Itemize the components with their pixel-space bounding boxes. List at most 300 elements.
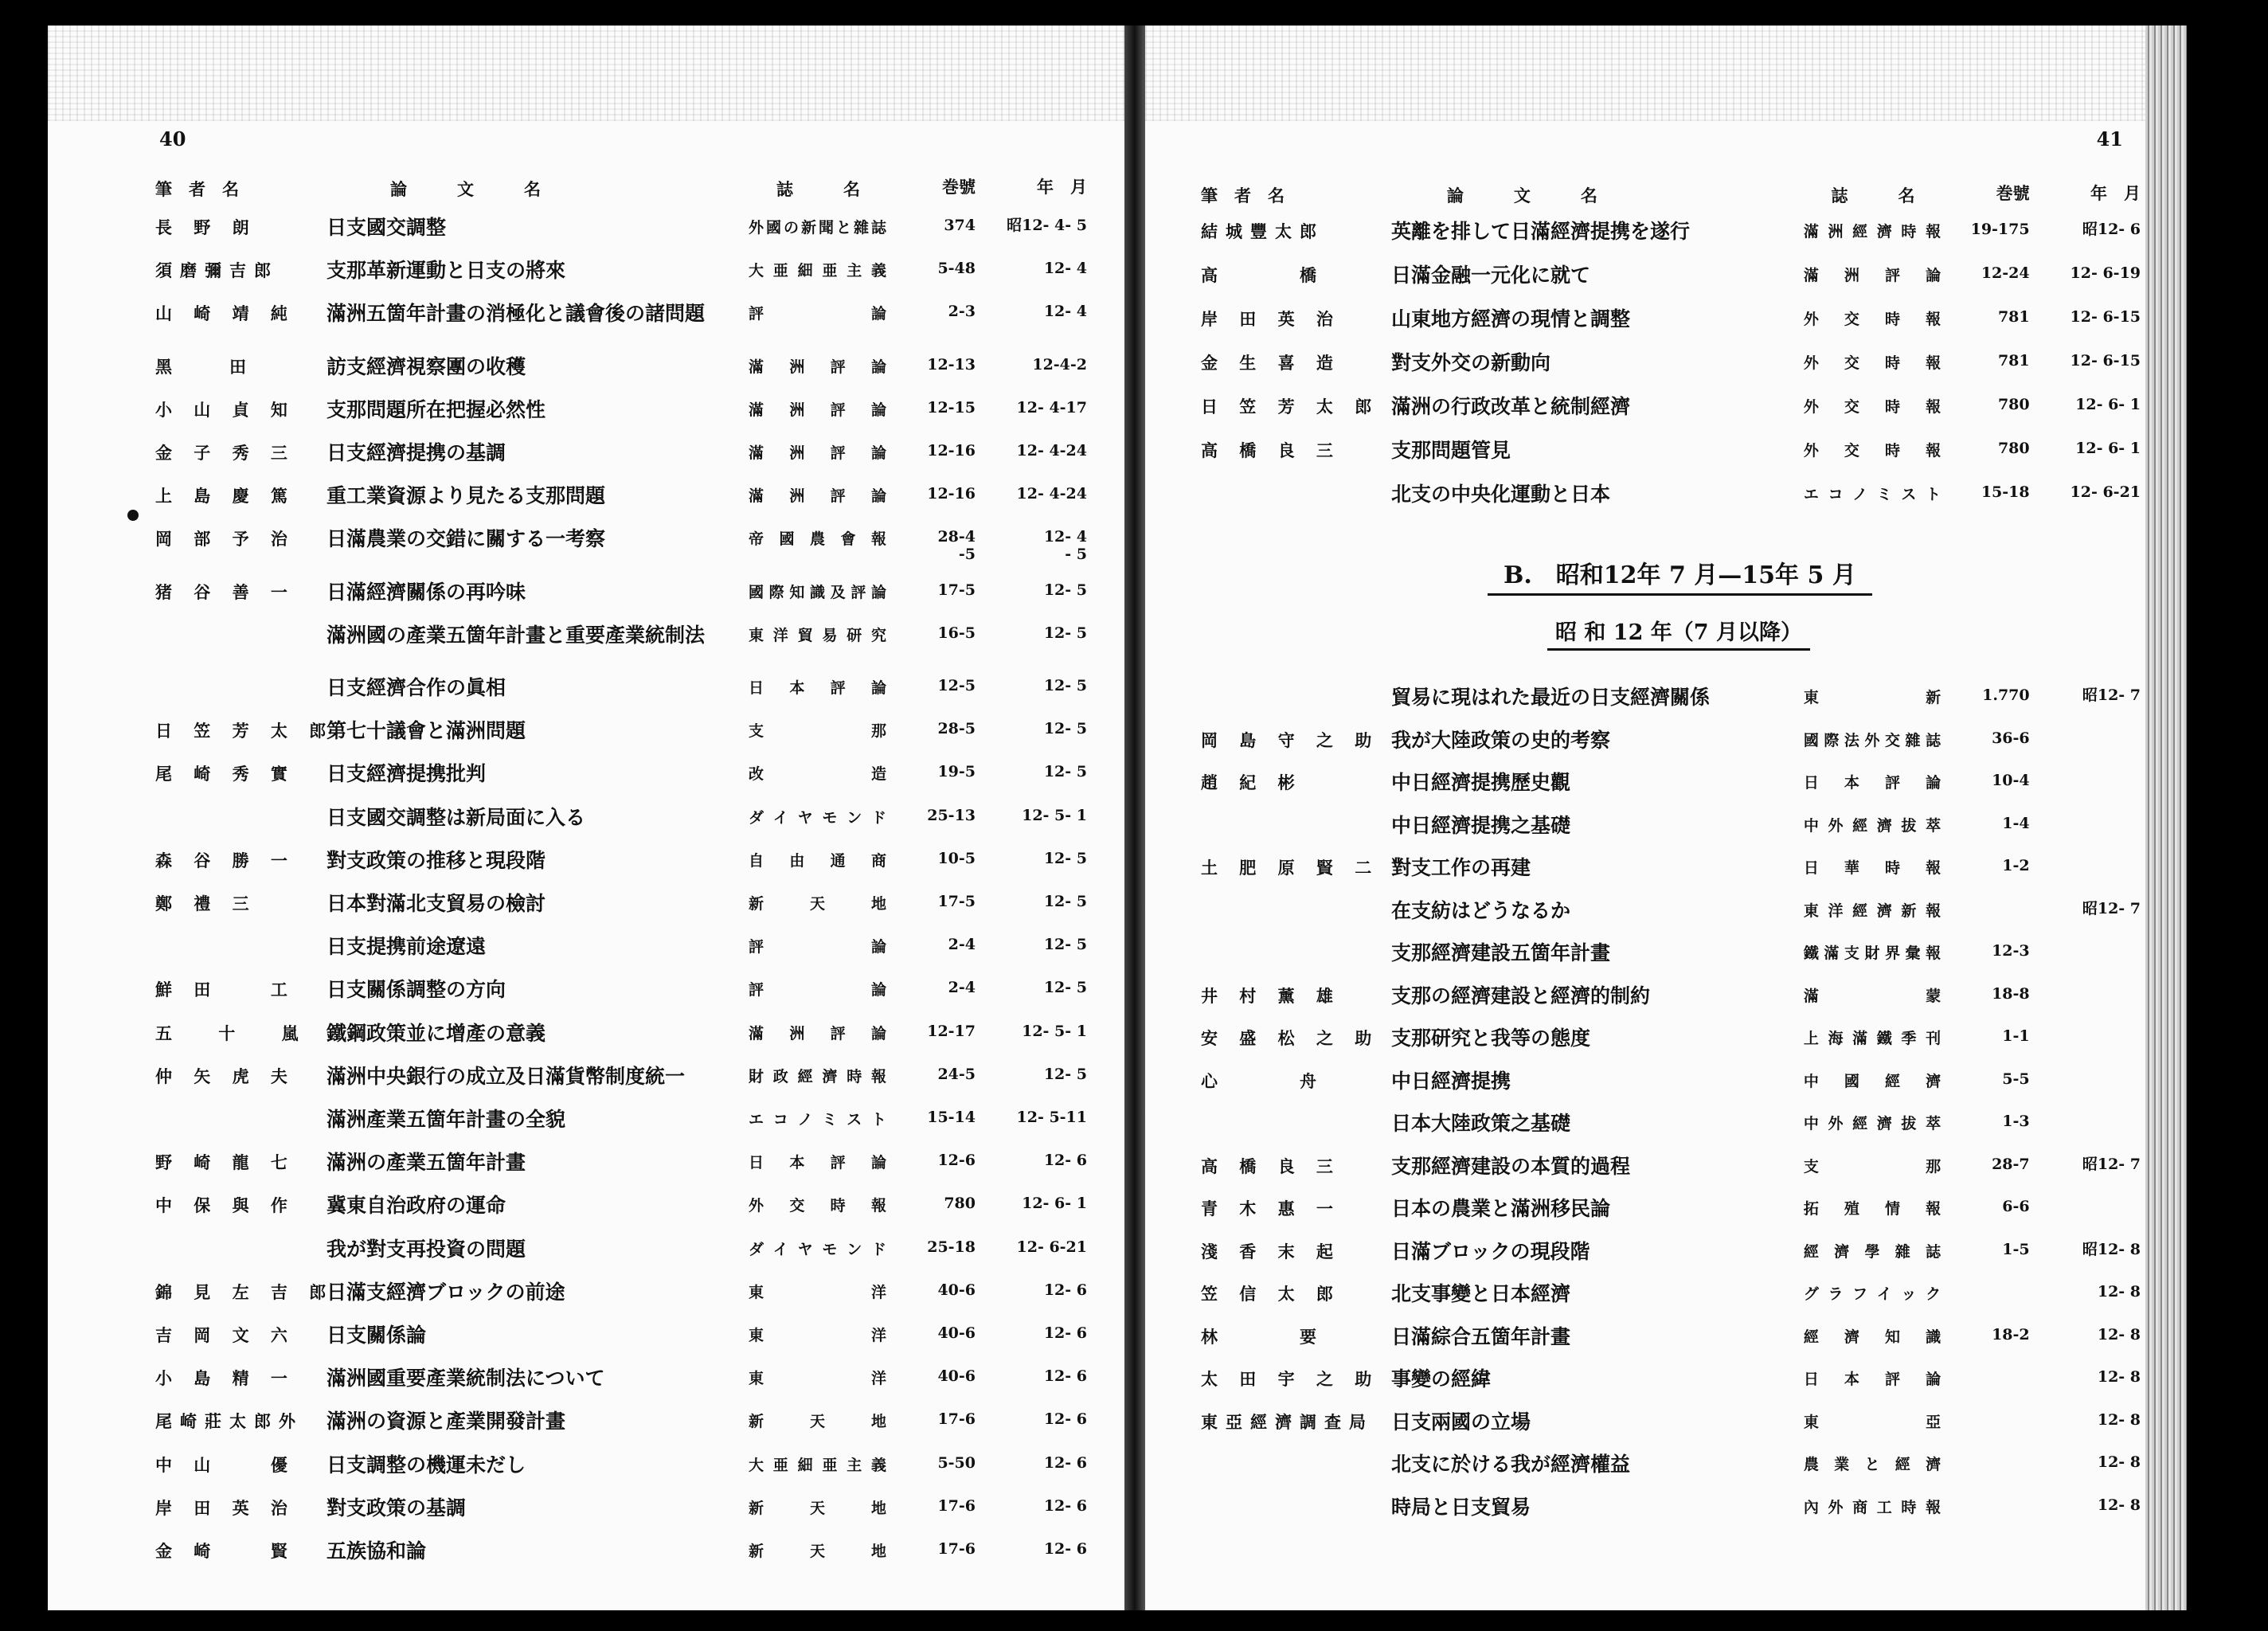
cell-author: 岸 田 英 治 (155, 1497, 295, 1518)
cell-magazine: 日 華 時 報 (1803, 859, 1943, 877)
header-title: 論 文 名 (1446, 186, 1597, 205)
table-row (155, 624, 1103, 647)
cell-author: 金 生 喜 造 (1201, 353, 1341, 373)
table-row (155, 1152, 1103, 1174)
cell-magazine: 上海滿鐵季刊 (1803, 1030, 1943, 1047)
cell-date: 12- 6 (1043, 1367, 1087, 1386)
cell-author: 小 島 精 一 (155, 1368, 295, 1389)
cell-title: 滿洲中央銀行の成立及日滿貨幣制度統一 (327, 1064, 686, 1088)
table-row (155, 763, 1103, 785)
cell-magazine: 經 濟 知 識 (1803, 1328, 1943, 1346)
cell-title: 滿洲產業五箇年計畫の全貌 (327, 1108, 566, 1131)
cell-magazine: エ コ ノ ミ ス ト (749, 1111, 888, 1128)
table-row (155, 979, 1103, 1001)
cell-date: 12- 5-11 (1016, 1109, 1087, 1126)
cell-date: 12-4-2 (1032, 355, 1087, 374)
cell-magazine: 外國の新聞と雜誌 (749, 219, 888, 237)
cell-title: 日支經濟提携の基調 (327, 441, 506, 464)
cell-magazine: 日 本 評 論 (749, 1154, 888, 1172)
cell-magazine: ダ イ ヤ モ ン ド (749, 1240, 888, 1258)
table-row (155, 260, 1103, 282)
table-row (155, 1454, 1103, 1477)
cell-volume: 1-1 (2002, 1027, 2030, 1045)
cell-magazine: 日 本 評 論 (749, 679, 888, 697)
cell-author: 猪 谷 善 一 (155, 581, 295, 602)
table-row (155, 1109, 1103, 1131)
cell-volume: 374 (944, 217, 976, 234)
table-row (1201, 264, 2141, 287)
table-row (1201, 857, 2141, 879)
cell-date: 12- 6- 1 (2075, 396, 2141, 413)
table-row (155, 1324, 1103, 1347)
cell-volume: 781 (1997, 308, 2030, 326)
cell-magazine: 滿 洲 評 論 (749, 487, 888, 506)
cell-date: 12- 6 (1043, 1324, 1087, 1342)
cell-magazine: 支 那 (1803, 1157, 1943, 1175)
cell-title: 重工業資源より見たる支那問題 (327, 484, 606, 508)
cell-author: 尾崎莊太郎外 (155, 1411, 303, 1432)
cell-volume: 1-2 (2002, 857, 2030, 874)
cell-magazine: 東 洋 (749, 1327, 888, 1344)
table-row (1201, 396, 2141, 418)
cell-magazine: 評 論 (749, 938, 888, 956)
table-row (155, 1281, 1103, 1304)
cell-title: 日支經濟提携批判 (327, 762, 487, 786)
cell-date: 12- 5- 1 (1022, 806, 1087, 824)
table-row (155, 217, 1103, 239)
page-number-right: 41 (2096, 127, 2123, 151)
table-row (155, 893, 1103, 915)
header-magazine: 誌 名 (1831, 186, 1915, 205)
table-row (1201, 1027, 2141, 1050)
cell-date: 12- 6 (1043, 1410, 1087, 1429)
cell-author: 五 十 嵐 (155, 1023, 307, 1043)
cell-title: 第七十議會と滿洲問題 (327, 719, 526, 743)
cell-title: 對支政策の推移と現段階 (327, 848, 546, 872)
cell-title: 滿洲五箇年計畫の消極化と議會後の諸問題 (327, 302, 706, 326)
cell-author: 日 笠 芳 太 郎 (1201, 397, 1380, 417)
cell-volume: 25-18 (927, 1238, 976, 1256)
cell-title: 山東地方經濟の現情と調整 (1390, 307, 1630, 331)
cell-volume: 18-2 (1992, 1325, 2030, 1344)
cell-volume: 1-5 (2002, 1240, 2030, 1258)
cell-date: 12- 5- 1 (1022, 1022, 1087, 1040)
cell-date: 12- 4-24 (1016, 485, 1087, 503)
table-row (1201, 942, 2141, 964)
cell-title: 滿洲國の產業五箇年計畫と重要產業統制法 (327, 623, 706, 647)
cell-magazine: 外 交 時 報 (1803, 442, 1943, 460)
cell-volume: 28-7 (1992, 1155, 2030, 1173)
cell-date: 昭12- 7 (2082, 899, 2141, 917)
cell-author: 岸 田 英 治 (1201, 309, 1341, 329)
cell-magazine: 財 政 經 濟 時 報 (749, 1067, 888, 1085)
table-row (1201, 729, 2141, 752)
table-row (155, 528, 1103, 563)
cell-magazine: 滿 洲 評 論 (749, 401, 888, 419)
cell-date: 12- 5 (1043, 624, 1087, 642)
cell-title: 日滿農業の交錯に關する一考察 (327, 527, 606, 551)
cell-magazine: 評 論 (749, 981, 888, 999)
cell-volume: 780 (944, 1195, 976, 1213)
cell-title: 支那の經濟建設と經濟的制約 (1390, 984, 1650, 1007)
cell-title: 訪支經濟視察團の收穫 (327, 354, 526, 378)
cell-title: 日支兩國の立場 (1390, 1410, 1531, 1433)
cell-author: 井 村 薰 雄 (1201, 985, 1341, 1006)
header-date: 年 月 (2090, 183, 2141, 203)
cell-volume: 12-24 (1981, 264, 2030, 282)
cell-magazine: 滿 洲 經 濟 時 報 (1803, 223, 1943, 241)
cell-volume: 10-5 (937, 849, 976, 867)
cell-title: 對支工作の再建 (1390, 856, 1531, 879)
cell-date: 12- 6-15 (2070, 352, 2141, 370)
cell-date: 12- 6 (1043, 1496, 1087, 1515)
cell-title: 日本對滿北支貿易の檢討 (327, 892, 546, 915)
cell-author: 岡 部 予 治 (155, 529, 295, 550)
cell-author: 金 子 秀 三 (155, 443, 295, 463)
cell-magazine: 自 由 通 商 (749, 851, 888, 870)
cell-date: 12- 4-17 (1016, 398, 1087, 417)
cell-volume: 5-5 (2002, 1070, 2030, 1088)
cell-magazine: 外 交 時 報 (749, 1197, 888, 1215)
cell-title: 日滿綜合五箇年計畫 (1390, 1324, 1570, 1348)
cell-date: 12- 5 (1043, 763, 1087, 781)
table-row (1201, 686, 2141, 709)
cell-author: 土 肥 原 賢 二 (1201, 858, 1380, 878)
cell-volume: 17-5 (937, 893, 976, 910)
cell-magazine: 改 造 (749, 765, 888, 784)
cell-date: 12- 5 (1043, 936, 1087, 954)
cell-volume: 40-6 (937, 1281, 976, 1299)
header-date: 年 月 (1037, 177, 1087, 197)
cell-author: 中 山 優 (155, 1454, 295, 1475)
table-row (1201, 1283, 2141, 1305)
cell-author: 中 保 與 作 (155, 1195, 295, 1216)
cell-magazine: 外 交 時 報 (1803, 354, 1943, 372)
cell-author: 小 山 貞 知 (155, 399, 295, 420)
page-edge-stack (2145, 25, 2187, 1610)
cell-date: 12- 5 (1043, 677, 1087, 694)
cell-title: 我が大陸政策の史的考察 (1390, 728, 1610, 752)
cell-title: 北支事變と日本經濟 (1390, 1282, 1570, 1305)
cell-author: 長 野 朗 (155, 217, 257, 237)
cell-title: 日滿金融一元化に就て (1390, 264, 1590, 287)
cell-magazine: 東 洋 (749, 1283, 888, 1301)
table-row (1201, 1496, 2141, 1519)
cell-author: 野 崎 龍 七 (155, 1152, 295, 1173)
cell-author: 鮮 田 工 (155, 980, 295, 1000)
page-number-left: 40 (159, 127, 186, 151)
cell-date: 昭12- 6 (2082, 221, 2141, 238)
table-row (1201, 308, 2141, 331)
cell-volume: 18-8 (1992, 984, 2030, 1003)
cell-title: 五族協和論 (327, 1539, 427, 1563)
cell-volume: 12-16 (927, 442, 976, 460)
cell-volume: 15-18 (1981, 483, 2030, 501)
header-author: 筆 者 名 (155, 179, 239, 199)
cell-volume: 17-6 (937, 1410, 976, 1429)
cell-magazine: 日 本 評 論 (1803, 1371, 1943, 1388)
cell-author: 日 笠 芳 太 郎 (155, 721, 334, 741)
cell-volume: 12-5 (937, 677, 976, 694)
section-subheading-year: 昭 和 12 年（7 月以降） (1547, 615, 1810, 651)
table-row (1201, 1156, 2141, 1178)
cell-date: 12- 8 (2097, 1496, 2141, 1514)
header-volume: 巻號 (942, 177, 976, 197)
table-row (155, 1195, 1103, 1217)
cell-title: 事變の經緯 (1390, 1367, 1491, 1390)
cell-date: 昭12- 7 (2082, 1155, 2141, 1173)
cell-volume: 17-6 (937, 1540, 976, 1558)
table-row (155, 807, 1103, 829)
cell-author: 東亞經濟調查局 (1201, 1411, 1374, 1432)
cell-title: 日滿支經濟ブロックの前途 (327, 1280, 565, 1304)
table-row (155, 1023, 1103, 1045)
cell-title: 日支提携前途遼遠 (327, 935, 487, 959)
cell-author: 吉 岡 文 六 (155, 1325, 295, 1345)
cell-date: 12- 8 (2097, 1283, 2141, 1300)
table-row (1201, 1411, 2141, 1433)
cell-date: 12- 8 (2097, 1368, 2141, 1386)
cell-magazine: 滿 洲 評 論 (749, 1024, 888, 1042)
cell-author: 安 盛 松 之 助 (1201, 1028, 1380, 1048)
cell-title: 日支調整の機運未だし (327, 1453, 526, 1477)
cell-date: 12- 4 - 5 (1043, 528, 1087, 564)
cell-author: 趙 紀 彬 (1201, 772, 1303, 792)
table-row (155, 581, 1103, 604)
cell-volume: 17-5 (937, 581, 976, 599)
cell-date: 12- 5 (1043, 979, 1087, 997)
scan-noise (48, 25, 1124, 121)
cell-title: 英離を排して日滿經濟提携を遂行 (1390, 220, 1690, 243)
cell-title: 日本大陸政策之基礎 (1390, 1112, 1570, 1135)
table-row (155, 720, 1103, 742)
section-heading-b: B. 昭和12年 7 月—15年 5 月 (1488, 555, 1872, 596)
right-page (1145, 25, 2163, 1610)
cell-author: 須磨彌吉郎 (155, 260, 279, 281)
table-row (1201, 352, 2141, 374)
cell-magazine: 支 那 (749, 722, 888, 741)
table-row (1201, 900, 2141, 922)
table-row (1201, 440, 2141, 462)
cell-volume: 1-4 (2002, 814, 2030, 832)
cell-title: 日支國交調整は新局面に入る (327, 805, 586, 829)
cell-date: 12- 4 (1043, 303, 1087, 321)
table-row (155, 442, 1103, 464)
cell-author: 鄭 禮 三 (155, 894, 257, 913)
cell-author: 結城豐太郎 (1201, 221, 1324, 241)
table-row (155, 1410, 1103, 1433)
cell-volume: 12-17 (927, 1022, 976, 1040)
header-volume: 巻號 (1996, 183, 2030, 203)
cell-title: 支那問題管見 (1390, 439, 1511, 462)
cell-volume: 10-4 (1992, 772, 2030, 789)
cell-date: 12- 6 (1043, 1281, 1087, 1299)
cell-title: 貿易に現はれた最近の日支經濟關係 (1390, 686, 1710, 709)
cell-author: 尾 崎 秀 實 (155, 764, 295, 784)
cell-date: 12- 4 (1043, 260, 1087, 278)
cell-volume: 12-6 (937, 1152, 976, 1170)
cell-volume: 2-4 (948, 979, 976, 997)
cell-magazine: 國際知識及評論 (749, 583, 888, 601)
table-row (155, 485, 1103, 507)
cell-author: 淺 香 末 起 (1201, 1241, 1341, 1261)
cell-author: 高 橋 (1201, 265, 1324, 285)
cell-volume: 17-6 (937, 1496, 976, 1515)
cell-title: 對支外交の新動向 (1390, 351, 1550, 374)
cell-date: 昭12- 8 (2082, 1240, 2141, 1258)
cell-date: 12- 5 (1043, 720, 1087, 738)
cell-title: 日本の農業と滿洲移民論 (1390, 1197, 1610, 1220)
cell-magazine: グ ラ フ イ ッ ク (1803, 1285, 1943, 1303)
table-row (1201, 1326, 2141, 1348)
cell-volume: 6-6 (2002, 1198, 2030, 1215)
cell-magazine: 中 國 經 濟 (1803, 1072, 1943, 1090)
table-row (1201, 483, 2141, 506)
header-title: 論 文 名 (390, 179, 541, 199)
cell-magazine: 評 論 (749, 305, 888, 323)
cell-magazine: ダ イ ヤ モ ン ド (749, 808, 888, 827)
cell-magazine: 新 天 地 (749, 1413, 888, 1431)
table-row (1201, 985, 2141, 1007)
cell-volume: 780 (1997, 440, 2030, 457)
cell-author: 岡 島 守 之 助 (1201, 729, 1380, 750)
scan-noise (1145, 25, 2163, 121)
cell-magazine: 中 外 經 濟 拔 萃 (1803, 816, 1943, 835)
cell-volume: 5-50 (937, 1453, 976, 1472)
table-row (1201, 772, 2141, 794)
cell-magazine: 國際法外交雜誌 (1803, 731, 1943, 749)
cell-author: 心 舟 (1201, 1070, 1324, 1091)
table-row (1201, 1198, 2141, 1220)
cell-title: 時局と日支貿易 (1390, 1495, 1531, 1519)
table-row (1201, 221, 2141, 243)
cell-magazine: 鐵滿支財界彙報 (1803, 945, 1943, 962)
cell-magazine: 東 洋 貿 易 研 究 (749, 626, 888, 644)
cell-volume: 2-3 (948, 303, 976, 321)
cell-magazine: 東洋經濟新報 (1803, 902, 1943, 920)
table-row (155, 1066, 1103, 1088)
cell-magazine: 中 外 經 濟 拔 萃 (1803, 1115, 1943, 1132)
cell-date: 12- 5 (1043, 893, 1087, 910)
cell-date: 12- 6- 1 (1022, 1195, 1087, 1213)
cell-magazine: 新 天 地 (749, 1499, 888, 1517)
cell-author: 笠 信 太 郎 (1201, 1284, 1341, 1304)
cell-magazine: 日 本 評 論 (1803, 774, 1943, 792)
cell-title: 日支關係調整の方向 (327, 978, 506, 1002)
cell-volume: 36-6 (1992, 729, 2030, 747)
cell-volume: 16-5 (937, 624, 976, 642)
cell-author: 青 木 惠 一 (1201, 1199, 1341, 1218)
table-row (155, 850, 1103, 872)
cell-title: 支那經濟建設五箇年計畫 (1390, 941, 1610, 964)
cell-magazine: 滿 洲 評 論 (749, 444, 888, 462)
cell-author: 林 要 (1201, 1326, 1324, 1347)
cell-volume: 28-5 (937, 720, 976, 738)
cell-date: 12- 8 (2097, 1453, 2141, 1471)
cell-author: 森 谷 勝 一 (155, 850, 295, 870)
cell-volume: 1.770 (1982, 686, 2030, 704)
table-row (155, 399, 1103, 421)
book-gutter (1124, 25, 1145, 1610)
cell-date: 昭12- 7 (2082, 686, 2141, 704)
cell-date: 12- 6-21 (1016, 1238, 1087, 1256)
cell-volume: 24-5 (937, 1065, 976, 1083)
cell-magazine: 新 天 地 (749, 1543, 888, 1560)
cell-title: 滿洲の資源と產業開發計畫 (327, 1410, 566, 1433)
cell-title: 在支紡はどうなるか (1390, 898, 1570, 922)
table-row (155, 1497, 1103, 1520)
cell-volume: 40-6 (937, 1324, 976, 1342)
cell-date: 12- 4-24 (1016, 442, 1087, 460)
cell-magazine: エ コ ノ ミ ス ト (1803, 486, 1943, 503)
cell-date: 12- 6- 1 (2075, 440, 2141, 457)
table-header-right (1201, 185, 2141, 207)
table-row (155, 1540, 1103, 1563)
cell-magazine: 滿 洲 評 論 (749, 358, 888, 376)
cell-magazine: 大亜細亜主義 (749, 262, 888, 280)
cell-volume: 12-15 (927, 398, 976, 417)
cell-title: 我が對支再投資の問題 (327, 1237, 526, 1261)
cell-date: 12- 5 (1043, 1065, 1087, 1083)
table-row (1201, 1453, 2141, 1476)
cell-title: 北支の中央化運動と日本 (1390, 483, 1610, 506)
cell-title: 中日經濟提携歷史觀 (1390, 771, 1570, 794)
cell-author: 金 崎 賢 (155, 1541, 295, 1561)
left-page (48, 25, 1124, 1610)
cell-volume: 2-4 (948, 936, 976, 954)
cell-magazine: 外 交 時 報 (1803, 311, 1943, 328)
cell-volume: 5-48 (937, 260, 976, 278)
cell-title: 中日經濟提携之基礎 (1390, 813, 1570, 837)
ink-spot (127, 510, 139, 521)
table-row (155, 1238, 1103, 1261)
cell-volume: 780 (1997, 396, 2030, 413)
cell-magazine: 拓 殖 情 報 (1803, 1200, 1943, 1218)
cell-author: 黑 田 (155, 356, 254, 377)
cell-volume: 1-3 (2002, 1113, 2030, 1130)
cell-author: 錦 見 左 吉 郎 (155, 1281, 334, 1302)
table-row (155, 1367, 1103, 1390)
cell-magazine: 經 濟 學 雜 誌 (1803, 1242, 1943, 1261)
cell-magazine: 東 洋 (749, 1370, 888, 1388)
cell-date: 12- 5 (1043, 849, 1087, 867)
cell-author: 仲 矢 虎 夫 (155, 1066, 295, 1086)
cell-title: 鐵鋼政策並に增產の意義 (327, 1021, 546, 1045)
cell-volume: 28-4 -5 (937, 528, 976, 564)
table-row (1201, 815, 2141, 837)
cell-volume: 12-13 (927, 355, 976, 374)
table-row (1201, 1368, 2141, 1390)
cell-title: 支那經濟建設の本質的過程 (1390, 1154, 1630, 1178)
cell-title: 北支に於ける我が經濟權益 (1390, 1453, 1630, 1476)
cell-author: 太 田 宇 之 助 (1201, 1369, 1380, 1389)
table-row (155, 677, 1103, 699)
cell-title: 日支國交調整 (327, 216, 447, 239)
cell-magazine: 滿 蒙 (1803, 987, 1943, 1005)
table-row (1201, 1070, 2141, 1093)
cell-magazine: 外 交 時 報 (1803, 398, 1943, 416)
cell-date: 12- 5 (1043, 581, 1087, 599)
cell-date: 昭12- 4- 5 (1007, 217, 1087, 234)
cell-title: 日滿經濟關係の再吟味 (327, 580, 526, 604)
cell-magazine: 帝 國 農 會 報 (749, 530, 888, 549)
cell-magazine: 東 新 (1803, 689, 1943, 706)
cell-author: 高 橋 良 三 (1201, 440, 1341, 460)
cell-volume: 12-16 (927, 485, 976, 503)
table-header-left (155, 178, 1103, 201)
cell-author: 高 橋 良 三 (1201, 1156, 1341, 1176)
cell-magazine: 東 亞 (1803, 1413, 1943, 1431)
